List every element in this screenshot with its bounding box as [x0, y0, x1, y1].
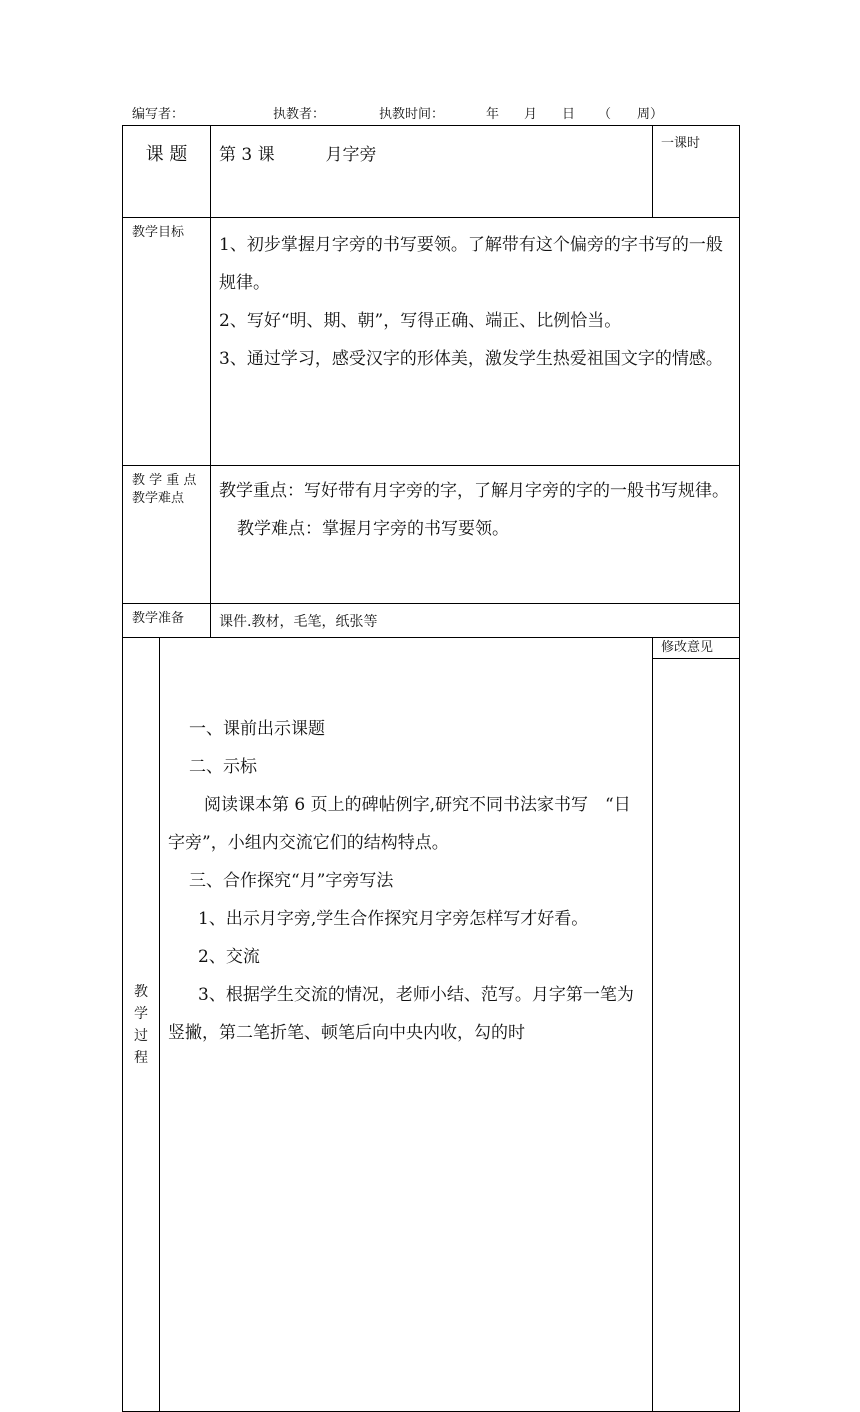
process-line: 三、合作探究“月”字旁写法 [189, 871, 394, 891]
page-header [132, 105, 738, 125]
process-line: 二、示标 [189, 757, 257, 777]
goals-row [123, 218, 740, 466]
difficulty-label: 教学难点 [132, 491, 185, 506]
goal-item: 1、初步掌握月字旁的书写要领。了解带有这个偏旁的字书写的一般规律。 [219, 235, 723, 293]
prep-row [123, 604, 740, 638]
month-label: 月 [524, 107, 538, 122]
year-label: 年 [486, 107, 500, 122]
difficulty-text: 教学难点：掌握月字旁的书写要领。 [237, 519, 510, 539]
time-label: 执教时间： [379, 107, 445, 122]
process-line: 3、根据学生交流的情况，老师小结、范写。月字第一笔为竖撇，第二笔折笔、顿笔后向中央内收，勾的时 [168, 985, 634, 1043]
goals-content [211, 218, 740, 466]
goals-label: 教学目标 [123, 218, 211, 466]
prep-label: 教学准备 [123, 604, 211, 638]
process-label-char: 过 [134, 1027, 148, 1044]
week-label: （ 周） [598, 107, 664, 122]
process-label-char: 教 [134, 983, 148, 1000]
day-label: 日 [562, 107, 576, 122]
key-point-label: 教 学 重 点 [132, 473, 197, 488]
process-label-char: 学 [134, 1005, 148, 1022]
goal-item: 3、通过学习，感受汉字的形体美，激发学生热爱祖国文字的情感。 [219, 349, 723, 369]
lesson-plan-table [122, 125, 740, 1412]
key-points-content [211, 466, 740, 604]
goal-item: 2、写好“明、期、朝”，写得正确、端正、比例恰当。 [219, 311, 622, 331]
process-label-char: 程 [134, 1049, 148, 1066]
revision-cell [653, 638, 740, 1412]
key-points-row [123, 466, 740, 604]
teacher-label: 执教者： [273, 107, 326, 122]
process-line: 阅读课本第 6 页上的碑帖例字,研究不同书法家书写 “日字旁”，小组内交流它们的结构特点。 [168, 795, 631, 853]
prep-content: 课件.教材，毛笔，纸张等 [211, 604, 740, 638]
lesson-number: 第 3 课 [219, 145, 275, 165]
revision-label: 修改意见 [653, 638, 739, 659]
period-cell: 一课时 [653, 126, 740, 218]
lesson-title-cell [211, 126, 653, 218]
topic-row [123, 126, 740, 218]
process-row [123, 638, 740, 1412]
key-point-text: 教学重点：写好带有月字旁的字，了解月字旁的字的一般书写规律。 [219, 481, 730, 501]
author-label: 编写者： [132, 107, 185, 122]
topic-label: 课 题 [123, 126, 211, 218]
process-content [160, 638, 653, 1412]
process-line: 2、交流 [198, 947, 260, 967]
process-line: 1、出示月字旁,学生合作探究月字旁怎样写才好看。 [198, 909, 589, 929]
key-points-label [123, 466, 211, 604]
lesson-title: 月字旁 [325, 145, 377, 165]
process-line: 一、课前出示课题 [189, 719, 325, 739]
process-label [123, 638, 160, 1412]
